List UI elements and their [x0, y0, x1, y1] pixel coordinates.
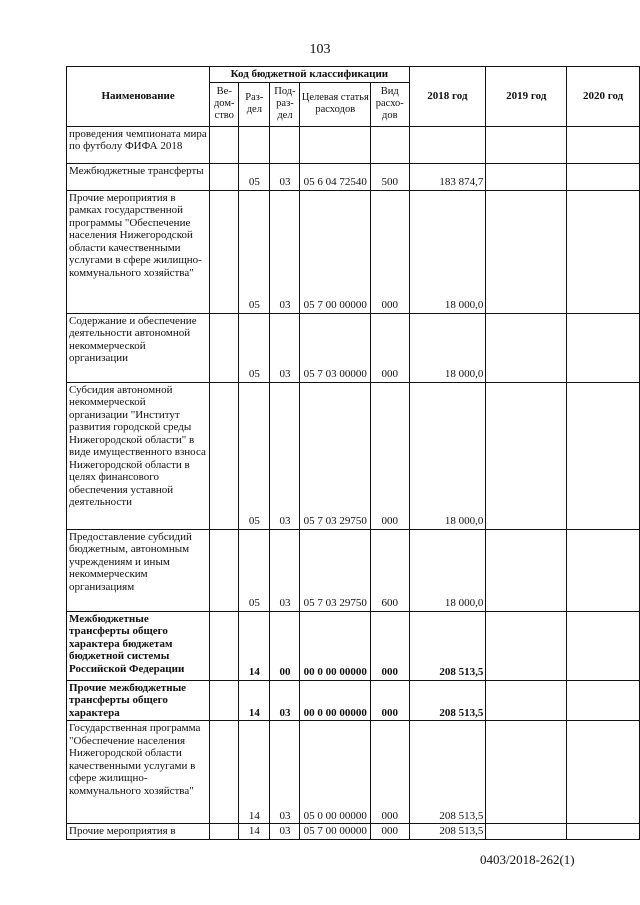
cell-name: Прочие мероприятия в рамках государственной программы "Обеспечение населения Нижегородской области качественными услугами в сфере жилищно-коммунального хозяйства" — [67, 190, 210, 313]
cell-razdel: 14 — [239, 611, 270, 680]
cell-podrazdel: 03 — [270, 529, 300, 611]
header-vedomstvo: Ве-дом-ство — [210, 82, 239, 126]
cell-name: Межбюджетные трансферты — [67, 163, 210, 190]
cell-2018 — [409, 126, 486, 163]
cell-2020 — [567, 313, 640, 382]
cell-2020 — [567, 529, 640, 611]
header-classification-group: Код бюджетной классификации — [210, 67, 409, 83]
header-podrazdel: Под-раз-дел — [270, 82, 300, 126]
cell-2020 — [567, 126, 640, 163]
cell-vid-rashodov: 600 — [371, 529, 409, 611]
cell-razdel: 14 — [239, 824, 270, 840]
cell-vedomstvo — [210, 721, 239, 824]
budget-table — [66, 66, 640, 840]
cell-podrazdel: 03 — [270, 313, 300, 382]
cell-vid-rashodov: 000 — [371, 382, 409, 529]
cell-2019 — [486, 313, 567, 382]
table-row — [67, 313, 640, 382]
table-row — [67, 529, 640, 611]
cell-celevaya-statya: 05 7 00 00000 — [300, 824, 371, 840]
cell-podrazdel: 03 — [270, 721, 300, 824]
cell-2018: 18 000,0 — [409, 529, 486, 611]
cell-vid-rashodov: 000 — [371, 721, 409, 824]
cell-2020 — [567, 824, 640, 840]
cell-2020 — [567, 680, 640, 721]
header-2020: 2020 год — [567, 67, 640, 127]
cell-vid-rashodov: 000 — [371, 611, 409, 680]
cell-2019 — [486, 824, 567, 840]
cell-2018: 18 000,0 — [409, 382, 486, 529]
cell-celevaya-statya: 05 7 00 00000 — [300, 190, 371, 313]
cell-vid-rashodov: 000 — [371, 680, 409, 721]
cell-podrazdel — [270, 126, 300, 163]
table-header — [67, 67, 640, 127]
cell-vedomstvo — [210, 824, 239, 840]
header-vid: Вид расхо-дов — [371, 82, 409, 126]
cell-name: Государственная программа "Обеспечение населения Нижегородской области качественными услугами в сфере жилищно-коммунального хозяйства" — [67, 721, 210, 824]
table-row — [67, 382, 640, 529]
cell-2018: 183 874,7 — [409, 163, 486, 190]
cell-podrazdel: 03 — [270, 680, 300, 721]
cell-2019 — [486, 680, 567, 721]
cell-name: Прочие межбюджетные трансферты общего характера — [67, 680, 210, 721]
cell-vid-rashodov: 000 — [371, 313, 409, 382]
cell-name: Содержание и обеспечение деятельности автономной некоммерческой организации — [67, 313, 210, 382]
cell-celevaya-statya: 00 0 00 00000 — [300, 680, 371, 721]
cell-vedomstvo — [210, 126, 239, 163]
header-razdel: Раз-дел — [239, 82, 270, 126]
header-2018: 2018 год — [409, 67, 486, 127]
cell-2019 — [486, 611, 567, 680]
cell-vedomstvo — [210, 382, 239, 529]
cell-celevaya-statya — [300, 126, 371, 163]
cell-2019 — [486, 126, 567, 163]
table-body — [67, 126, 640, 839]
cell-name: Межбюджетные трансферты общего характера бюджетам бюджетной системы Российской Федерации — [67, 611, 210, 680]
cell-2020 — [567, 190, 640, 313]
cell-2019 — [486, 382, 567, 529]
page-number: 103 — [309, 42, 331, 57]
cell-2018: 18 000,0 — [409, 313, 486, 382]
cell-2020 — [567, 721, 640, 824]
cell-podrazdel: 03 — [270, 382, 300, 529]
cell-2019 — [486, 190, 567, 313]
cell-vedomstvo — [210, 680, 239, 721]
cell-vedomstvo — [210, 190, 239, 313]
cell-vid-rashodov — [371, 126, 409, 163]
cell-2019 — [486, 721, 567, 824]
cell-podrazdel: 03 — [270, 190, 300, 313]
cell-name: Прочие мероприятия в — [67, 824, 210, 840]
cell-2018: 208 513,5 — [409, 824, 486, 840]
cell-razdel: 05 — [239, 382, 270, 529]
table-row — [67, 126, 640, 163]
cell-celevaya-statya: 05 7 03 00000 — [300, 313, 371, 382]
cell-name: Субсидия автономной некоммерческой организации "Институт развития городской среды Нижегородской области" в виде имущественного взноса Нижегородской области в целях финансового обеспечения уставной деятельности — [67, 382, 210, 529]
cell-celevaya-statya: 00 0 00 00000 — [300, 611, 371, 680]
cell-celevaya-statya: 05 6 04 72540 — [300, 163, 371, 190]
table-row — [67, 163, 640, 190]
cell-vid-rashodov: 500 — [371, 163, 409, 190]
cell-celevaya-statya: 05 0 00 00000 — [300, 721, 371, 824]
cell-razdel: 14 — [239, 680, 270, 721]
cell-razdel: 05 — [239, 190, 270, 313]
cell-2018: 208 513,5 — [409, 721, 486, 824]
table-row — [67, 190, 640, 313]
cell-vid-rashodov: 000 — [371, 190, 409, 313]
cell-2020 — [567, 611, 640, 680]
cell-2020 — [567, 163, 640, 190]
cell-2019 — [486, 163, 567, 190]
cell-2018: 208 513,5 — [409, 680, 486, 721]
header-name: Наименование — [67, 67, 210, 127]
cell-vedomstvo — [210, 529, 239, 611]
cell-podrazdel: 03 — [270, 824, 300, 840]
cell-2018: 208 513,5 — [409, 611, 486, 680]
table-row — [67, 680, 640, 721]
table-row — [67, 824, 640, 840]
cell-razdel: 05 — [239, 313, 270, 382]
table-row — [67, 611, 640, 680]
table-row — [67, 721, 640, 824]
cell-name: Предоставление субсидий бюджетным, автономным учреждениям и иным некоммерческим организациям — [67, 529, 210, 611]
cell-vedomstvo — [210, 313, 239, 382]
cell-vedomstvo — [210, 163, 239, 190]
header-2019: 2019 год — [486, 67, 567, 127]
cell-podrazdel: 00 — [270, 611, 300, 680]
header-celevaya: Целевая статья расходов — [300, 82, 371, 126]
cell-razdel: 05 — [239, 529, 270, 611]
cell-2019 — [486, 529, 567, 611]
cell-vedomstvo — [210, 611, 239, 680]
cell-vid-rashodov: 000 — [371, 824, 409, 840]
cell-razdel: 14 — [239, 721, 270, 824]
cell-name: проведения чемпионата мира по футболу ФИФА 2018 — [67, 126, 210, 163]
cell-celevaya-statya: 05 7 03 29750 — [300, 382, 371, 529]
cell-celevaya-statya: 05 7 03 29750 — [300, 529, 371, 611]
cell-2018: 18 000,0 — [409, 190, 486, 313]
cell-podrazdel: 03 — [270, 163, 300, 190]
cell-razdel — [239, 126, 270, 163]
document-id: 0403/2018-262(1) — [480, 852, 575, 867]
cell-razdel: 05 — [239, 163, 270, 190]
cell-2020 — [567, 382, 640, 529]
